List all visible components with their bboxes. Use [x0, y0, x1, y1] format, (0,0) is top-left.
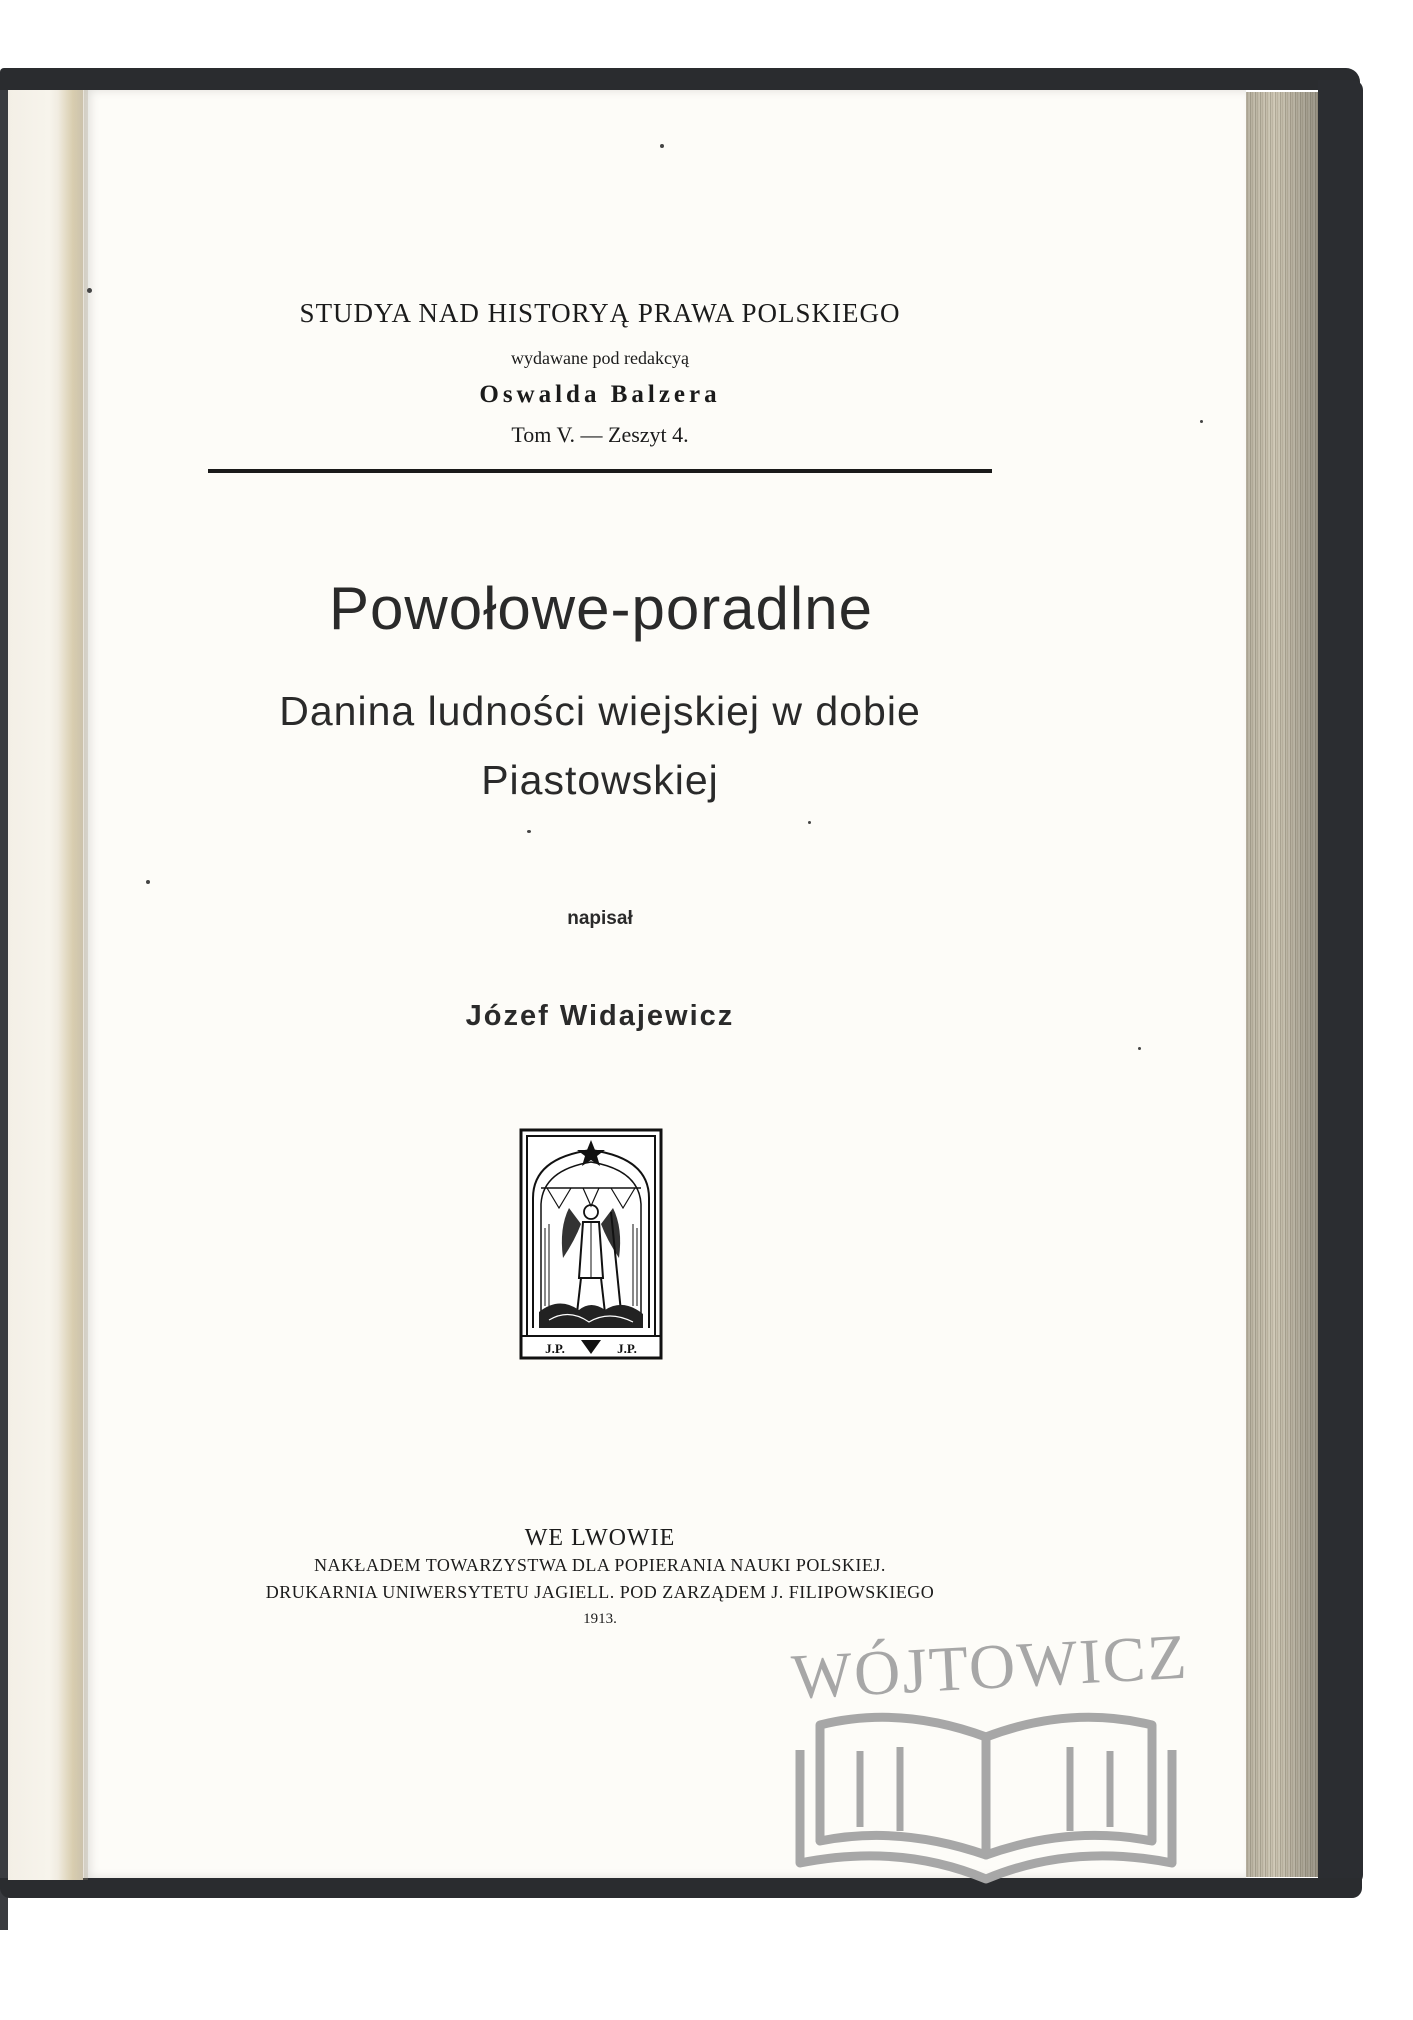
- book-cover-top: [0, 68, 1360, 90]
- printers-device-emblem: [519, 1128, 663, 1360]
- editor-name: Oswalda Balzera: [479, 381, 721, 408]
- imprint-place: WE LWOWIE: [524, 1525, 676, 1551]
- book-title: Powołowe-poradlne: [329, 575, 873, 642]
- series-title: STUDYA NAD HISTORYĄ PRAWA POLSKIEGO: [299, 298, 901, 328]
- editor-note: wydawane pod redakcyą: [511, 348, 689, 368]
- volume-issue: Tom V. — Zeszyt 4.: [511, 422, 689, 447]
- imprint-publisher: NAKŁADEM TOWARZYSTWA DLA POPIERANIA NAUKI POLSKIEJ.: [314, 1555, 886, 1575]
- imprint-printer: DRUKARNIA UNIWERSYTETU JAGIELL. POD ZARZĄDEM J. FILIPOWSKIEGO: [265, 1582, 935, 1602]
- emblem-monogram-right: J.P.: [617, 1341, 637, 1356]
- byline-label: napisał: [567, 908, 633, 929]
- book-cover-right: [1318, 80, 1363, 1885]
- emblem-monogram-left: J.P.: [545, 1341, 565, 1356]
- book-subtitle-line2: Piastowskiej: [481, 757, 719, 803]
- page-gutter: [58, 90, 88, 1880]
- stamp-text: WÓJTOWICZ: [789, 1620, 1191, 1713]
- author-name: Józef Widajewicz: [465, 1000, 735, 1032]
- imprint-year: 1913.: [583, 1611, 617, 1627]
- book-cover-left: [0, 90, 8, 1930]
- book-subtitle-line1: Danina ludności wiejskiej w dobie: [279, 688, 921, 734]
- header-rule: [208, 469, 992, 473]
